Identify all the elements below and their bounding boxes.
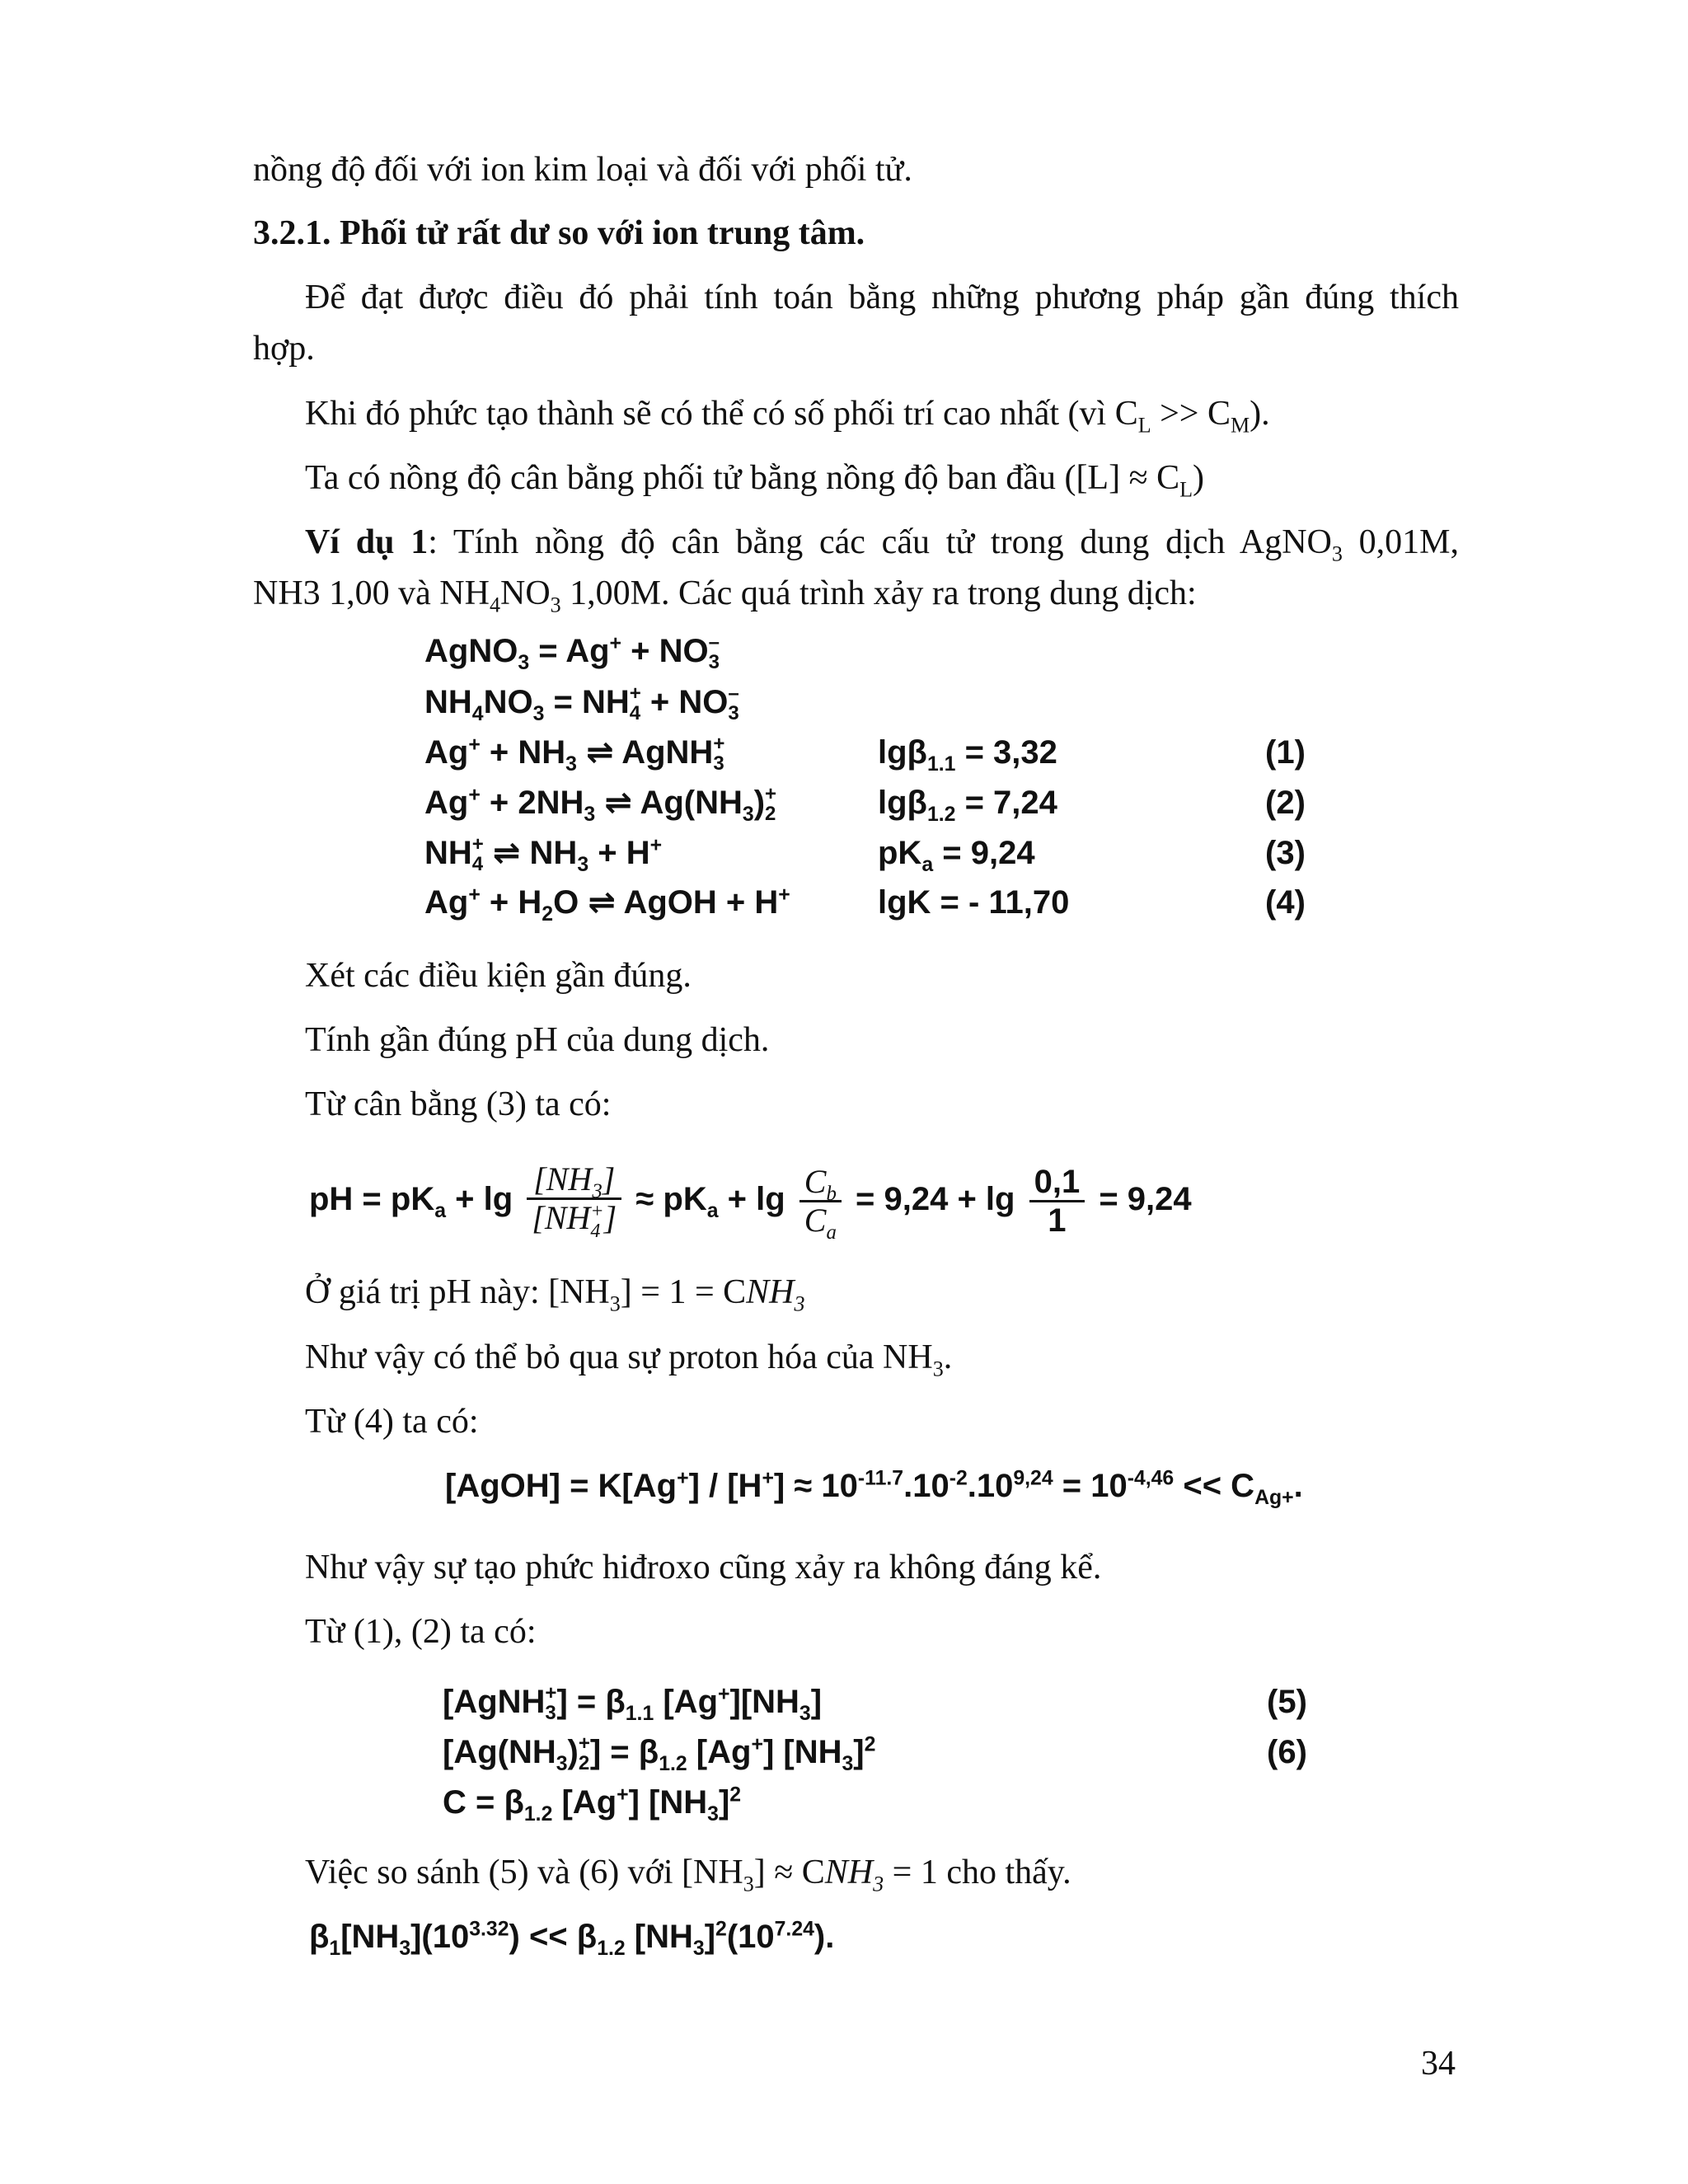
complex-equation-line: [AgNH + 3 ] = $\beta_{1.1}$ $[Ag^+][NH_3]$ (5) — [443, 1679, 1349, 1725]
paragraph-line: hợp. — [253, 330, 315, 368]
paragraph-line: Để đạt được điều đó phải tính toán bằng những phương pháp gần đúng thích — [305, 279, 1459, 316]
reaction-line — [424, 679, 739, 725]
section-heading: 3.2.1. Phối tử rất dư so với ion trung tâm. — [253, 214, 865, 252]
complex-equation-line: [$Ag(NH_3)$ + 2 ] = $\beta_{1.2}$ [Ag+] $[NH_3]^2$ (6) — [443, 1729, 1349, 1775]
paragraph-line: Từ cân bằng (3) ta có: — [305, 1085, 612, 1123]
reaction-equation: AgNO$_3$ = Ag+ + NO – 3 — [424, 631, 720, 674]
reaction-line — [424, 628, 720, 674]
example-line: NH3 1,00 và $NH_4NO_3$ 1,00M. Các quá trình xảy ra trong dung dịch: — [253, 574, 1197, 617]
reaction-line — [424, 830, 1331, 876]
paragraph-line: Từ (1), (2) ta có: — [305, 1613, 537, 1651]
example-label: Ví dụ 1 — [305, 523, 429, 561]
paragraph-line: Khi đó phức tạo thành sẽ có thể có số phối trí cao nhất (vì $C_L >> C_M$). — [305, 395, 1270, 438]
reaction-equation: $NH_4NO_3$ = NH + 4 + NO – 3 — [424, 682, 739, 725]
complex-equation-line: $C = \beta_{1.2}$ [Ag+] $[NH_3]^2$ — [443, 1783, 742, 1825]
agoh-equation: [AgOH] = $K[Ag^+] / [H^+] \approx 10^{-11.7}.10^{-2}.10^{9,24} = 10^{-4,46} << C_{Ag+}$. — [445, 1467, 1303, 1509]
equilibrium-constant: lgK = - 11,70 — [878, 884, 1070, 921]
reaction-equation: $Ag^+ + H_2O$ ⇌ AgOH + H+ — [424, 883, 790, 926]
equation-number: (3) — [1265, 835, 1306, 871]
paragraph-line: Ở giá trị pH này: $[NH_3] = 1 = CNH_3$ — [305, 1273, 805, 1316]
paragraph-line: Ta có nồng độ cân bằng phối tử bằng nồng độ ban đầu $([L] \approx C_L)$ — [305, 459, 1205, 502]
equation-number: (5) — [1267, 1684, 1307, 1720]
paragraph-line: Như vậy sự tạo phức hiđroxo cũng xảy ra không đáng kể. — [305, 1549, 1102, 1586]
fraction: $[NH_3]$ [NH + 4 ] — [527, 1161, 621, 1241]
reaction-equation: $Ag^+ + 2NH_3$ ⇌ $Ag(NH_3)$ + 2 — [424, 783, 777, 826]
example-line: Ví dụ 1: Tính nồng độ cân bằng các cấu tử trong dung dịch AgNO$_3$ 0,01M, — [305, 523, 1459, 566]
paragraph-line: Từ (4) ta có: — [305, 1403, 479, 1441]
reaction-line — [424, 729, 1331, 776]
reaction-equation: $Ag^+ + NH_3$ ⇌ AgNH + 3 — [424, 733, 725, 776]
equation-number: (2) — [1265, 785, 1306, 821]
paragraph-line: nồng độ đối với ion kim loại và đối với phối tử. — [253, 151, 912, 189]
fraction: $\frac{0,1}{1}$ — [1029, 1164, 1085, 1239]
comparison-equation: $\beta_1[NH_3](10^{3.32}) << \beta_{1.2}$ $[NH_3]^2(10^{7.24})$. — [309, 1918, 835, 1960]
page-number: 34 — [1421, 2045, 1456, 2083]
paragraph-line: Như vậy có thể bỏ qua sự proton hóa của $NH_3$. — [305, 1338, 953, 1381]
paragraph-line: Xét các điều kiện gần đúng. — [305, 957, 692, 995]
equilibrium-constant: $pK_a = 9,24$ — [878, 835, 1035, 876]
reaction-equation: NH + 4 ⇌ $NH_3 + H^+$ — [424, 833, 663, 876]
paragraph-line: Việc so sánh (5) và (6) với $[NH_3] \approx CNH_3 = 1$ cho thấy. — [305, 1854, 1071, 1896]
equilibrium-constant: lgβ$_{1.2}$ = 7,24 — [878, 785, 1057, 826]
equation-number: (6) — [1267, 1734, 1307, 1770]
paragraph-line: Tính gần đúng pH của dung dịch. — [305, 1021, 770, 1059]
equilibrium-constant: lgβ$_{1.1}$ = 3,32 — [878, 734, 1057, 776]
equation-number: (4) — [1265, 884, 1306, 921]
fraction: $\frac{C_b}{C_a}$ — [799, 1164, 842, 1239]
reaction-line — [424, 879, 1331, 926]
ph-equation: pH = $pK_a + \lg$ $[NH_3]$ [NH + 4 ] ≈ $pK_a + \lg$ $\frac{C_b}{C_a}$ = 9,24 + lg $\frac{0,1}{1}$ = 9,24 — [309, 1160, 1192, 1244]
equation-number: (1) — [1265, 734, 1306, 771]
reaction-line — [424, 780, 1331, 826]
